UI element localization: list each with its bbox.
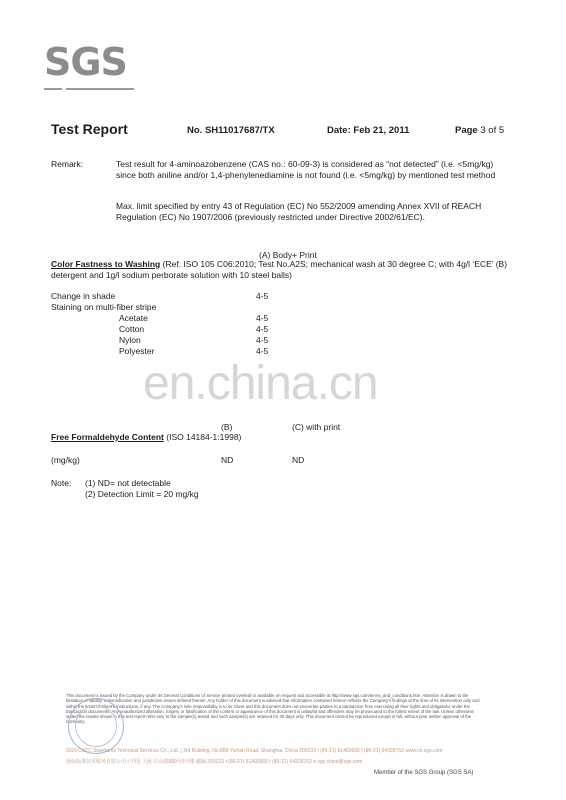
result-label: Change in shade: [51, 291, 116, 301]
washing-results: [51, 291, 351, 357]
remark-label: Remark:: [51, 159, 84, 169]
report-title: Test Report: [51, 121, 128, 137]
result-value: 4-5: [256, 291, 269, 301]
member-line: Member of the SGS Group (SGS SA): [374, 770, 474, 776]
watermark-fade: [108, 370, 148, 404]
company-stamp: [68, 698, 124, 754]
formaldehyde-section: [51, 432, 241, 443]
watermark: en.china.cn: [143, 357, 378, 410]
address-english: SGS-CSTC Standards Technical Services Co., Ltd. | 3rd Building, No.889 Yishan Road, Shanghai, China 200233 t (86-21) 61402666 f (86-21) 64328763 www.cn.sgs.com: [66, 748, 443, 754]
report-date: Date: Feb 21, 2011: [327, 125, 410, 136]
result-label: Nylon: [119, 335, 141, 345]
result-row: [51, 313, 351, 324]
result-value: 4-5: [256, 346, 269, 356]
result-label: Staining on multi-fiber stripe: [51, 302, 157, 312]
note-label: Note:: [51, 478, 72, 488]
result-row: [51, 335, 351, 346]
result-value: 4-5: [256, 324, 269, 334]
formaldehyde-title: Free Formaldehyde Content: [51, 432, 164, 442]
column-header-a: (A) Body+ Print: [259, 250, 317, 260]
remark-paragraph-2: Max. limit specified by entry 43 of Regulation (EC) No 552/2009 amending Annex XVII of REACH Regulation (EC) No 1907/2006 (previously restricted under Directive 2002/61/EC).: [116, 201, 482, 222]
column-header-c: (C) with print: [292, 422, 341, 432]
result-value: 4-5: [256, 313, 269, 323]
logo-text: SGS: [44, 40, 127, 84]
result-value-c: ND: [292, 455, 305, 465]
result-value-b: ND: [221, 455, 234, 465]
stamp-inner-ring: [75, 705, 117, 747]
note-2: (2) Detection Limit = 20 mg/kg: [85, 489, 199, 499]
page-word: Page: [455, 125, 478, 136]
result-row: [51, 324, 351, 335]
fine-print: This document is issued by the Company under its General Conditions of Service printed overleaf or available on request and accessible at http://www.sgs.com/terms_and_conditions.htm. Attention is drawn to the limitation of liability, indemnification and jurisdiction issues defined therein. Any holder of this document is advised that information contained hereon reflects the Company's findings at the time of its intervention only and within the limits of Client's instructions, if any. The Company's sole responsibility is to its Client and this document does not exonerate parties to a transaction from exercising all their rights and obligations under the transaction documents. Any unauthorized alteration, forgery or falsification of the content or appearance of this document is unlawful and offenders may be prosecuted to the fullest extent of the law. Unless otherwise stated the results shown in this test report refer only to the sample(s) tested and such sample(s) are retained for 30 days only. This document cannot be reproduced except in full, without prior written approval of the Company.: [66, 693, 480, 725]
address-chinese: 通标标准技术服务有限公司 | 中国·上海·宜山路889号3号楼 邮编:200233 t (86-21) 61402666 f (86-21) 64328763 e sgs.china@sgs.com: [66, 759, 363, 765]
sgs-logo: [44, 40, 134, 90]
washing-description: (Ref. ISO 105 C06:2010; Test No.A2S; mechanical wash at 30 degree C; with 4g/l ‘ECE’ (B) detergent and 1g/l sodium perborate solution with 10 steel balls): [51, 259, 508, 280]
page-count: 3 of 5: [480, 125, 505, 136]
page-indicator: [455, 125, 504, 136]
washing-title: Color Fastness to Washing: [51, 259, 161, 269]
formaldehyde-ref: (ISO 14184-1:1998): [163, 432, 242, 442]
result-label: Cotton: [119, 324, 145, 334]
washing-section: [51, 259, 521, 281]
result-label: Polyester: [119, 346, 155, 356]
unit-label: (mg/kg): [51, 455, 80, 465]
report-number: No. SH11017687/TX: [187, 125, 275, 136]
note-1: (1) ND= not detectable: [85, 478, 171, 488]
result-row: [51, 302, 351, 313]
result-value: 4-5: [256, 335, 269, 345]
result-row: [51, 291, 351, 302]
logo-rule-right: [66, 88, 134, 90]
column-header-b: (B): [221, 422, 233, 432]
result-label: Acetate: [119, 313, 148, 323]
logo-rule-left: [44, 88, 62, 90]
remark-paragraph-1: Test result for 4-aminoazobenzene (CAS no.: 60-09-3) is considered as “not detected” (i.e. <5mg/kg) since both aniline and/or 1,4-phenylenediamine is not found (i.e. <5mg/kg) by mentioned test method: [116, 159, 496, 180]
